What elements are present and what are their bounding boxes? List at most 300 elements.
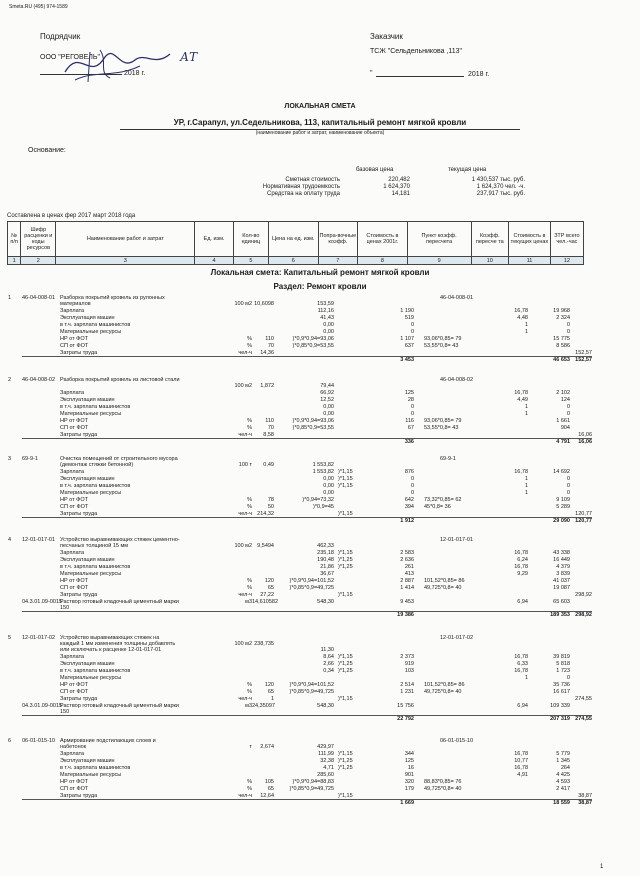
- column-number-row: [8, 257, 584, 265]
- item-price: 8,64: [323, 654, 334, 660]
- item-price: )*0,85*0,9=53,55: [292, 343, 334, 349]
- item-pt: 88,83*0,85= 76: [424, 779, 462, 785]
- item-cost: 0: [410, 483, 414, 489]
- item-kk: 1: [524, 483, 528, 489]
- item-qty: 1,872: [260, 383, 274, 389]
- contractor-sign-name: АТ: [180, 50, 198, 64]
- item-cur: 189 353: [550, 612, 570, 618]
- item-price: 235,18: [317, 550, 334, 556]
- item-no: 3: [8, 456, 12, 462]
- column-header: Шифр расценки и коды ресурсов: [21, 222, 56, 257]
- item-unit: чел-ч: [238, 432, 252, 438]
- page-number: 1: [600, 864, 604, 870]
- item-kk: 16,78: [514, 564, 528, 570]
- item-row-label: Зарплата: [60, 751, 85, 757]
- item-pt: 93,06*0,85= 79: [424, 418, 462, 424]
- column-number: 3: [56, 257, 195, 265]
- item-cost: 67: [407, 425, 414, 431]
- item-cost: 125: [404, 758, 414, 764]
- item-name: Разборка покрытий кровель из листовой стали: [60, 377, 180, 383]
- item-row-label: в т.ч. зарплата машинистов: [60, 404, 131, 410]
- item-qty: 50: [267, 504, 274, 510]
- item-qty: 65: [267, 585, 274, 591]
- item-kk: 6,94: [517, 599, 528, 605]
- column-header: № п/п: [8, 222, 21, 257]
- column-number: 9: [407, 257, 471, 265]
- item-ztr: 38,87: [578, 800, 592, 806]
- item-price: )*0,9*0,94=101,52: [289, 682, 334, 688]
- item-cost: 642: [404, 497, 414, 503]
- item-cur: 18 559: [553, 800, 570, 806]
- item-qty: 0,49: [263, 462, 274, 468]
- item-row-label: в т.ч. зарплата машинистов: [60, 564, 131, 570]
- item-qty: 9,5494: [257, 543, 274, 549]
- item-unit: т: [249, 744, 252, 750]
- item-k: )*1,15: [338, 469, 353, 475]
- item-kk: 1: [524, 404, 528, 410]
- item-cost: 2 514: [400, 682, 414, 688]
- summary-label: Нормативная трудоемкость: [262, 184, 340, 190]
- item-cur: 124: [560, 397, 570, 403]
- item-k: )*1,25: [338, 661, 353, 667]
- column-number: 11: [509, 257, 551, 265]
- item-ref-code: 46-04-008-02: [440, 377, 474, 383]
- customer-date-mark: ": [370, 70, 373, 77]
- item-cur: 0: [566, 476, 570, 482]
- item-cur: 29 090: [553, 518, 570, 524]
- item-price: )*0,85*0,9=49,725: [289, 585, 334, 591]
- summary-col-base: базовая цена: [356, 167, 394, 173]
- item-k: )*1,15: [338, 654, 353, 660]
- column-header: Стоимость в текущих ценах: [509, 222, 551, 257]
- item-qty: 78: [267, 497, 274, 503]
- item-price: 112,16: [317, 308, 334, 314]
- item-row-label: СП от ФОТ: [60, 786, 89, 792]
- item-code: 12-01-017-02: [22, 635, 56, 641]
- item-price: )*0,9*0,94=88,83: [292, 779, 334, 785]
- item-price: 36,67: [320, 571, 334, 577]
- item-cur: 4 791: [556, 439, 570, 445]
- item-no: 1: [8, 295, 12, 301]
- item-row-label: Затраты труда: [60, 592, 98, 598]
- item-row-label: СП от ФОТ: [60, 585, 89, 591]
- item-row-label: Затраты труда: [60, 350, 98, 356]
- item-ztr: 120,77: [575, 511, 592, 517]
- item-k: )*1,25: [338, 557, 353, 563]
- item-price: 4,71: [323, 765, 334, 771]
- item-ztr: 120,77: [575, 518, 592, 524]
- item-unit: 100 м2: [234, 383, 252, 389]
- item-qty: 24,35097: [252, 703, 275, 709]
- item-qty: 10,6098: [254, 301, 274, 307]
- item-price: 66,92: [320, 390, 334, 396]
- column-header: Стоимость в ценах 2001г.: [358, 222, 408, 257]
- item-unit: чел-ч: [238, 511, 252, 517]
- item-unit: чел-ч: [238, 592, 252, 598]
- item-code: 04.3.01.09-0015: [22, 703, 63, 709]
- item-pt: 49,725*0,8= 40: [424, 689, 462, 695]
- item-k: )*1,15: [338, 511, 353, 517]
- item-ref-code: 06-01-015-10: [440, 738, 474, 744]
- item-unit: чел-ч: [238, 793, 252, 799]
- item-row-label: в т.ч. зарплата машинистов: [60, 765, 131, 771]
- item-row-label: НР от ФОТ: [60, 779, 88, 785]
- item-cur: 3 839: [556, 571, 570, 577]
- customer-org: ТСЖ "Сельдельникова ,113": [370, 48, 463, 55]
- item-kk: 10,77: [514, 758, 528, 764]
- item-k: )*1,15: [338, 476, 353, 482]
- item-ztr: 298,92: [575, 592, 592, 598]
- item-ztr: 274,55: [575, 696, 592, 702]
- item-unit: 100 м2: [234, 641, 252, 647]
- item-code: 12-01-017-01: [22, 537, 56, 543]
- top-note: Smeta.RU (495) 974-1589: [9, 4, 68, 10]
- summary-label: Сметная стоимость: [285, 177, 340, 183]
- item-cost: 1 414: [400, 585, 414, 591]
- item-qty: 12,64: [260, 793, 274, 799]
- item-unit: чел-ч: [238, 350, 252, 356]
- item-pt: 101,52*0,85= 86: [424, 578, 465, 584]
- item-pt: 101,52*0,85= 86: [424, 682, 465, 688]
- column-number: 2: [21, 257, 56, 265]
- item-row-label: СП от ФОТ: [60, 504, 89, 510]
- item-cur: 0: [566, 490, 570, 496]
- item-row-label: Материальные ресурсы: [60, 571, 122, 577]
- item-cost: 336: [404, 439, 414, 445]
- item-row-label: Эксплуатация машин: [60, 315, 115, 321]
- item-cur: 0: [566, 675, 570, 681]
- item-cost: 1 912: [400, 518, 414, 524]
- item-k: )*1,15: [338, 550, 353, 556]
- item-kk: 4,91: [517, 772, 528, 778]
- column-number: 10: [471, 257, 508, 265]
- item-row-label: Материальные ресурсы: [60, 490, 122, 496]
- item-cost: 413: [404, 571, 414, 577]
- item-price: )*0,9*0,94=101,52: [289, 578, 334, 584]
- column-number: 6: [268, 257, 318, 265]
- item-cost: 519: [404, 315, 414, 321]
- item-cur: 904: [560, 425, 570, 431]
- contractor-label: Подрядчик: [40, 32, 81, 41]
- item-cost: 0: [410, 411, 414, 417]
- item-row-label: в т.ч. зарплата машинистов: [60, 668, 131, 674]
- object-name: УР, г.Сарапул, ул.Седельникова, 113, капитальный ремонт мягкой кровли: [173, 118, 467, 127]
- item-unit: %: [247, 779, 252, 785]
- item-qty: 110: [265, 418, 274, 424]
- item-cur: 0: [566, 322, 570, 328]
- item-name: Армирование подстилающих слоев и набетонок: [60, 738, 156, 750]
- item-cost: 0: [410, 404, 414, 410]
- item-cur: 46 653: [553, 357, 570, 363]
- item-unit: %: [247, 786, 252, 792]
- item-no: 2: [8, 377, 12, 383]
- item-price: 21,86: [320, 564, 334, 570]
- item-ref-code: 12-01-017-01: [440, 537, 474, 543]
- item-name: Раствор готовый кладочный цементный марки 150: [60, 703, 179, 715]
- item-k: )*1,15: [338, 751, 353, 757]
- item-qty: 14,610582: [252, 599, 278, 605]
- item-cost: 2 887: [400, 578, 414, 584]
- item-price: 0,34: [323, 668, 334, 674]
- item-cur: 2 102: [556, 390, 570, 396]
- item-cost: 2 373: [400, 654, 414, 660]
- summary-base: 1 624,370: [383, 184, 410, 190]
- item-price: 190,48: [317, 557, 334, 563]
- item-row-label: НР от ФОТ: [60, 497, 88, 503]
- item-unit: %: [247, 504, 252, 510]
- item-kk: 1: [524, 329, 528, 335]
- estimate-title: Локальная смета: Капитальный ремонт мягкой кровли: [210, 268, 430, 277]
- item-cost: 1 190: [400, 308, 414, 314]
- item-cost: 1 107: [400, 336, 414, 342]
- item-cost: 637: [404, 343, 414, 349]
- column-number: 8: [358, 257, 408, 265]
- item-kk: 16,78: [514, 469, 528, 475]
- item-row-label: СП от ФОТ: [60, 689, 89, 695]
- item-row-label: СП от ФОТ: [60, 425, 89, 431]
- item-price: 462,33: [317, 543, 334, 549]
- item-kk: 1: [524, 675, 528, 681]
- item-kk: 9,29: [517, 571, 528, 577]
- item-price: 0,00: [323, 329, 334, 335]
- item-ref-code: 69-9-1: [440, 456, 456, 462]
- item-cur: 1 661: [556, 418, 570, 424]
- item-price: 32,38: [320, 758, 334, 764]
- item-code: 69-9-1: [22, 456, 38, 462]
- price-basis: Составлена в ценах фер 2017 март 2018 года: [7, 213, 136, 219]
- item-cost: 2 583: [400, 550, 414, 556]
- item-price: 0,00: [323, 411, 334, 417]
- item-row-label: Материальные ресурсы: [60, 329, 122, 335]
- item-unit: м3: [245, 703, 252, 709]
- item-name: Раствор готовый кладочный цементный марки 150: [60, 599, 179, 611]
- item-kk: 16,78: [514, 550, 528, 556]
- estimate-header-table: [7, 221, 584, 265]
- column-header: Кол-во единиц: [233, 222, 268, 257]
- item-cur: 109 339: [550, 703, 570, 709]
- item-price: 153,59: [317, 301, 334, 307]
- item-price: 11,30: [320, 647, 334, 653]
- item-ztr: 38,87: [578, 793, 592, 799]
- item-ref-code: 12-01-017-02: [440, 635, 474, 641]
- summary-current: 237,917 тыс. руб.: [476, 191, 525, 197]
- item-cur: 15 775: [553, 336, 570, 342]
- item-pt: 45*0,8= 36: [424, 504, 451, 510]
- item-cost: 320: [404, 779, 414, 785]
- summary-current: 1 624,370 чел. -ч.: [476, 184, 525, 190]
- item-price: 0,00: [323, 322, 334, 328]
- item-qty: 2,674: [260, 744, 274, 750]
- item-price: )*0,9*0,94=93,06: [292, 418, 334, 424]
- item-cur: 0: [566, 483, 570, 489]
- item-row-label: Зарплата: [60, 469, 85, 475]
- item-k: )*1,25: [338, 765, 353, 771]
- item-cost: 9 453: [400, 599, 414, 605]
- item-cur: 41 037: [553, 578, 570, 584]
- item-name: Устройство выравнивающих стяжек на каждый 1 мм изменения толщины добавлять или исключать к расценке 12-01-017-01: [60, 635, 176, 653]
- item-price: 0,00: [323, 476, 334, 482]
- item-qty: 70: [267, 343, 274, 349]
- item-pt: 93,06*0,85= 79: [424, 336, 462, 342]
- summary-base: 220,482: [388, 177, 410, 183]
- item-cur: 0: [566, 404, 570, 410]
- item-cost: 125: [404, 390, 414, 396]
- item-cur: 0: [566, 411, 570, 417]
- item-kk: 16,78: [514, 308, 528, 314]
- header-row: [8, 222, 584, 257]
- item-price: )*0,85*0,9=49,725: [289, 786, 334, 792]
- object-caption: (наименование работ и затрат, наименование объекта): [255, 130, 385, 136]
- contractor-year: 2018 г.: [124, 70, 146, 77]
- item-ztr: 298,92: [575, 612, 592, 618]
- item-cur: 8 586: [556, 343, 570, 349]
- column-number: 4: [195, 257, 234, 265]
- item-row-label: НР от ФОТ: [60, 418, 88, 424]
- item-price: 429,97: [317, 744, 334, 750]
- item-cur: 1 723: [556, 668, 570, 674]
- item-kk: 4,48: [517, 315, 528, 321]
- summary-label: Средства на оплату труда: [267, 191, 340, 197]
- item-kk: 16,78: [514, 751, 528, 757]
- column-header: Попра-вочные коэфф.: [318, 222, 358, 257]
- item-cur: 19 087: [553, 585, 570, 591]
- item-kk: 16,78: [514, 765, 528, 771]
- item-cur: 4 425: [556, 772, 570, 778]
- item-cur: 4 379: [556, 564, 570, 570]
- item-cur: 14 692: [553, 469, 570, 475]
- item-no: 6: [8, 738, 12, 744]
- item-row-label: Затраты труда: [60, 696, 98, 702]
- item-qty: 238,735: [254, 641, 274, 647]
- column-header: Наименование работ и затрат: [56, 222, 195, 257]
- customer-year: 2018 г.: [468, 71, 490, 78]
- item-price: 0,00: [323, 490, 334, 496]
- column-number: 12: [550, 257, 583, 265]
- item-unit: 100 м2: [234, 543, 252, 549]
- item-ztr: 152,57: [575, 357, 592, 363]
- column-header: Пункт коэфф. пересчета: [407, 222, 471, 257]
- item-cur: 16 449: [553, 557, 570, 563]
- item-cur: 39 819: [553, 654, 570, 660]
- item-row-label: Эксплуатация машин: [60, 661, 115, 667]
- item-cost: 0: [410, 329, 414, 335]
- item-cost: 0: [410, 476, 414, 482]
- item-qty: 70: [267, 425, 274, 431]
- item-name: Очистка помещений от строительного мусора (демонтаж стяжки бетонной): [60, 456, 178, 468]
- item-k: )*1,15: [338, 793, 353, 799]
- item-cost: 919: [404, 661, 414, 667]
- item-cost: 344: [404, 751, 414, 757]
- item-row-label: Зарплата: [60, 390, 85, 396]
- item-ref-code: 46-04-008-01: [440, 295, 474, 301]
- item-kk: 1: [524, 411, 528, 417]
- item-kk: 6,94: [517, 703, 528, 709]
- item-qty: 65: [267, 689, 274, 695]
- summary-base: 14,181: [391, 191, 410, 197]
- summary-col-current: текущая цена: [448, 167, 487, 173]
- item-kk: 16,78: [514, 654, 528, 660]
- item-unit: %: [247, 585, 252, 591]
- item-price: 548,30: [317, 599, 334, 605]
- item-row-label: Материальные ресурсы: [60, 675, 122, 681]
- item-code: 04.3.01.09-0015: [22, 599, 63, 605]
- item-unit: %: [247, 343, 252, 349]
- item-price: 111,99: [317, 751, 334, 757]
- item-price: 548,30: [317, 703, 334, 709]
- item-row-label: Эксплуатация машин: [60, 557, 115, 563]
- item-cur: 264: [560, 765, 570, 771]
- item-unit: %: [247, 497, 252, 503]
- item-unit: %: [247, 418, 252, 424]
- item-unit: 100 т: [238, 462, 252, 468]
- customer-label: Заказчик: [370, 32, 403, 41]
- item-row-label: Зарплата: [60, 654, 85, 660]
- item-unit: %: [247, 578, 252, 584]
- item-name: Разборка покрытий кровель из рулонных материалов: [60, 295, 165, 307]
- item-qty: 105: [264, 779, 274, 785]
- summary-current: 1 430,537 тыс. руб.: [471, 177, 525, 183]
- item-cost: 901: [404, 772, 414, 778]
- item-row-label: Материальные ресурсы: [60, 772, 122, 778]
- item-cur: 35 736: [553, 682, 570, 688]
- item-cost: 0: [410, 490, 414, 496]
- item-qty: 8,58: [263, 432, 274, 438]
- contractor-org: ООО "РЕГОВЕЛЬ": [40, 54, 100, 61]
- item-ztr: 152,57: [575, 350, 592, 356]
- item-code: 06-01-015-10: [22, 738, 56, 744]
- item-row-label: Материальные ресурсы: [60, 411, 122, 417]
- item-price: )*0,9*0,94=93,06: [292, 336, 334, 342]
- item-price: 41,43: [320, 315, 334, 321]
- item-kk: 1: [524, 476, 528, 482]
- item-cur: 2 417: [556, 786, 570, 792]
- item-cur: 5 818: [556, 661, 570, 667]
- item-price: 0,00: [323, 404, 334, 410]
- item-price: )*0,85*0,9=53,55: [292, 425, 334, 431]
- item-cost: 22 792: [397, 716, 414, 722]
- item-cost: 1 669: [400, 800, 414, 806]
- item-cost: 179: [404, 786, 414, 792]
- item-qty: 27,22: [260, 592, 274, 598]
- item-row-label: Затраты труда: [60, 511, 98, 517]
- item-kk: 1: [524, 490, 528, 496]
- item-row-label: Затраты труда: [60, 432, 98, 438]
- item-name: Устройство выравнивающих стяжек цементно-песчаных толщиной 15 мм: [60, 537, 180, 549]
- item-row-label: в т.ч. зарплата машинистов: [60, 483, 131, 489]
- item-cost: 3 453: [400, 357, 414, 363]
- item-cost: 19 386: [397, 612, 414, 618]
- item-qty: 1: [270, 696, 274, 702]
- item-unit: чел-ч: [238, 696, 252, 702]
- item-row-label: Эксплуатация машин: [60, 476, 115, 482]
- column-number: 5: [233, 257, 268, 265]
- column-number: 7: [318, 257, 358, 265]
- item-cost: 394: [404, 504, 414, 510]
- item-k: )*1,15: [338, 592, 353, 598]
- item-no: 5: [8, 635, 12, 641]
- item-row-label: Зарплата: [60, 550, 85, 556]
- item-unit: 100 м2: [234, 301, 252, 307]
- column-header: ЗТР всего чел.-час: [550, 222, 583, 257]
- item-row-label: в т.ч. зарплата машинистов: [60, 322, 131, 328]
- item-pt: 53,55*0,8= 43: [424, 425, 459, 431]
- item-kk: 6,24: [517, 557, 528, 563]
- column-header: Коэфф. пересче та: [471, 222, 508, 257]
- item-price: 1 553,82: [312, 462, 334, 468]
- signature-stamp: [60, 42, 180, 87]
- item-kk: 6,33: [517, 661, 528, 667]
- item-kk: 1: [524, 322, 528, 328]
